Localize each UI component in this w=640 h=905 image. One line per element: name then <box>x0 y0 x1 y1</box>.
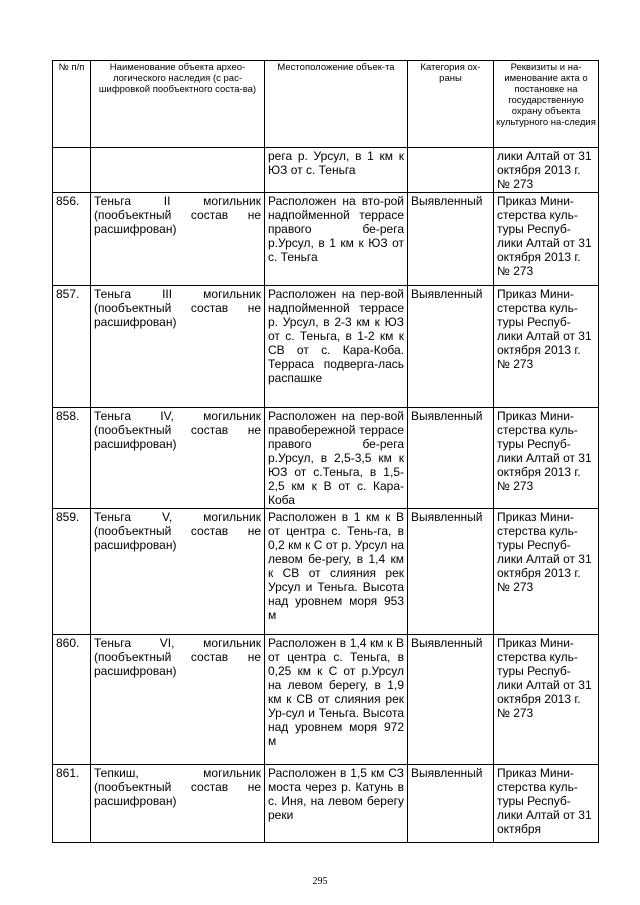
cell-name <box>91 148 265 193</box>
cell-number: 859. <box>53 509 91 635</box>
cell-act: Приказ Мини-стерства куль-туры Респуб-лики Алтай от 31 октября 2013 г. № 273 <box>494 509 599 635</box>
cell-category: Выявленный <box>408 193 494 286</box>
cell-name: Тепкиш, могильник (пообъектный состав не расшифрован) <box>91 765 265 843</box>
cell-number: 861. <box>53 765 91 843</box>
cell-category: Выявленный <box>408 509 494 635</box>
cell-category: Выявленный <box>408 286 494 408</box>
cell-location: Расположен в 1 км к В от центра с. Тень-га, в 0,2 км к С от р. Урсул на левом бе-регу, в 1,4 км к СВ от слияния рек Урсул и Теньга. Высота над уровнем моря 953 м <box>265 509 408 635</box>
cell-name: Теньга III могильник (пообъектный состав не расшифрован) <box>91 286 265 408</box>
cell-name: Теньга IV, могильник (пообъектный состав не расшифрован) <box>91 408 265 509</box>
cell-location: Расположен на пер-вой правобережной террасе правого бе-рега р.Урсул, в 2,5-3,5 км к ЮЗ от с.Теньга, в 1,5-2,5 км к В от с. Кара-Коба <box>265 408 408 509</box>
cell-location: Расположен на вто-рой надпойменной террасе правого бе-рега р.Урсул, в 1 км к ЮЗ от с. Теньга <box>265 193 408 286</box>
cell-category: Выявленный <box>408 408 494 509</box>
cell-name: Теньга V, могильник (пообъектный состав не расшифрован) <box>91 509 265 635</box>
cell-act: Приказ Мини-стерства куль-туры Респуб-лики Алтай от 31 октября 2013 г. № 273 <box>494 635 599 765</box>
cell-number: 857. <box>53 286 91 408</box>
cell-location: Расположен на пер-вой надпойменной террасе р. Урсул, в 2-3 км к ЮЗ от с. Теньга, в 1-2 км к СВ от с. Кара-Коба. Терраса подверга-лась распашке <box>265 286 408 408</box>
cell-location: Расположен в 1,5 км СЗ моста через р. Катунь в с. Иня, на левом берегу реки <box>265 765 408 843</box>
heritage-table <box>52 60 599 843</box>
col-header-name: Наименование объекта архео-логического наследия (с рас-шифровкой пообъектного соста-ва) <box>91 61 265 148</box>
col-header-category: Категория ох-раны <box>408 61 494 148</box>
cell-name: Теньга II могильник (пообъектный состав не расшифрован) <box>91 193 265 286</box>
cell-location: рега р. Урсул, в 1 км к ЮЗ от с. Теньга <box>265 148 408 193</box>
cell-number: 858. <box>53 408 91 509</box>
cell-category <box>408 148 494 193</box>
cell-act: Приказ Мини-стерства куль-туры Респуб-лики Алтай от 31 октября <box>494 765 599 843</box>
table-row <box>53 765 599 843</box>
cell-number: 856. <box>53 193 91 286</box>
cell-category: Выявленный <box>408 635 494 765</box>
table-header-row <box>53 61 599 148</box>
col-header-act: Реквизиты и на-именование акта о постановке на государственную охрану объекта культурного на-следия <box>494 61 599 148</box>
cell-act: Приказ Мини-стерства куль-туры Респуб-лики Алтай от 31 октября 2013 г. № 273 <box>494 193 599 286</box>
col-header-location: Местоположение объек-та <box>265 61 408 148</box>
cell-act: Приказ Мини-стерства куль-туры Респуб-лики Алтай от 31 октября 2013 г. № 273 <box>494 408 599 509</box>
table-row <box>53 148 599 193</box>
cell-location: Расположен в 1,4 км к В от центра с. Теньга, в 0,25 км к С от р.Урсул на левом берегу, в 1,9 км к СВ от слияния рек Ур-сул и Теньга. Высота над уровнем моря 972 м <box>265 635 408 765</box>
page-number: 295 <box>312 876 328 887</box>
table-row <box>53 408 599 509</box>
col-header-number: № п/п <box>53 61 91 148</box>
table-row <box>53 193 599 286</box>
table-row <box>53 635 599 765</box>
cell-category: Выявленный <box>408 765 494 843</box>
cell-number <box>53 148 91 193</box>
cell-name: Теньга VI, могильник (пообъектный состав не расшифрован) <box>91 635 265 765</box>
table-row <box>53 509 599 635</box>
cell-number: 860. <box>53 635 91 765</box>
cell-act: Приказ Мини-стерства куль-туры Респуб-лики Алтай от 31 октября 2013 г. № 273 <box>494 286 599 408</box>
table-row <box>53 286 599 408</box>
cell-act: лики Алтай от 31 октября 2013 г. № 273 <box>494 148 599 193</box>
